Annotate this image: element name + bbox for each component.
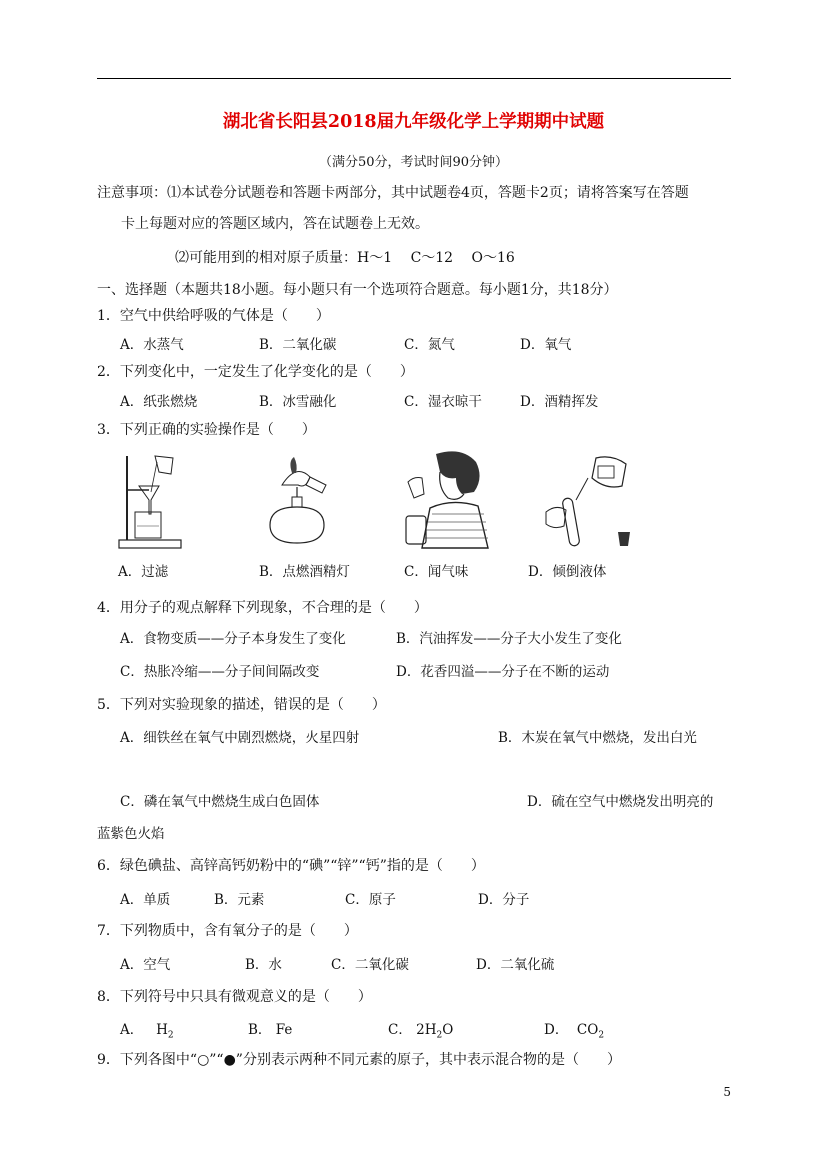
q8-option-c-tail: O: [442, 1022, 454, 1038]
q5-option-d-continued: 蓝紫色火焰: [97, 826, 165, 842]
q8-option-d-label: D．: [544, 1022, 569, 1038]
q5-option-c: C．磷在氧气中燃烧生成白色固体: [120, 794, 320, 810]
q4-stem: 4．用分子的观点解释下列现象，不合理的是（ ）: [97, 600, 428, 616]
q6-option-c: C．原子: [345, 892, 396, 908]
q1-stem: 1．空气中供给呼吸的气体是（ ）: [97, 308, 330, 324]
q8-option-b-label: B．: [248, 1022, 272, 1038]
q2-option-a: A．纸张燃烧: [120, 394, 198, 410]
q7-option-d: D．二氧化硫: [476, 957, 555, 973]
q8-option-b-formula: Fe: [275, 1022, 293, 1038]
q1-option-a: A．水蒸气: [120, 337, 184, 353]
q3-option-c: C．闻气味: [404, 564, 469, 580]
q9-stem: 9．下列各图中“○”“●”分别表示两种不同元素的原子，其中表示混合物的是（ ）: [97, 1052, 621, 1068]
q2-option-d: D．酒精挥发: [520, 394, 599, 410]
filtration-figure: [115, 452, 185, 552]
pouring-liquid-figure: [540, 452, 640, 552]
page-subtitle: （满分50分，考试时间90分钟）: [318, 155, 509, 170]
notice-line-3: ⑵可能用到的相对原子质量：H～1 C～12 O～16: [175, 250, 515, 266]
q6-option-d: D．分子: [478, 892, 530, 908]
q6-stem: 6．绿色碘盐、高锌高钙奶粉中的“碘”“锌”“钙”指的是（ ）: [97, 858, 485, 874]
q7-option-b: B．水: [245, 957, 282, 973]
notice-line-1: 注意事项：⑴本试卷分试题卷和答题卡两部分，其中试题卷4页，答题卡2页；请将答案写在答题: [97, 185, 689, 201]
section-heading: 一、选择题（本题共18小题。每小题只有一个选项符合题意。每小题1分，共18分）: [97, 282, 618, 298]
alcohol-lamp-figure: [262, 455, 332, 550]
q8-option-b: [248, 1018, 292, 1038]
q7-stem: 7．下列物质中，含有氧分子的是（ ）: [97, 923, 358, 939]
q8-option-c-subscript: 2: [436, 1030, 443, 1041]
q8-stem: 8．下列符号中只具有微观意义的是（ ）: [97, 989, 372, 1005]
page-number: 5: [723, 1085, 731, 1099]
q4-option-a: A．食物变质——分子本身发生了变化: [120, 631, 346, 647]
q8-option-d: [544, 1018, 604, 1041]
notice-line-2: 卡上每题对应的答题区域内，答在试题卷上无效。: [121, 216, 429, 232]
q2-option-c: C．湿衣晾干: [404, 394, 482, 410]
q8-option-a-formula: H: [156, 1022, 168, 1038]
q8-option-a-subscript: 2: [167, 1030, 174, 1041]
page-title: 湖北省长阳县2018届九年级化学上学期期中试题: [222, 112, 605, 132]
q1-option-c: C．氮气: [404, 337, 455, 353]
smelling-gas-figure: [392, 448, 492, 552]
q8-option-c-label: C．: [388, 1022, 412, 1038]
q8-option-d-formula: CO: [576, 1022, 599, 1038]
q8-option-c: [388, 1018, 453, 1041]
q5-option-d: D．硫在空气中燃烧发出明亮的: [527, 794, 714, 810]
q4-option-d: D．花香四溢——分子在不断的运动: [396, 664, 610, 680]
q1-option-b: B．二氧化碳: [259, 337, 337, 353]
q8-option-d-subscript: 2: [598, 1030, 605, 1041]
header-rule: [97, 78, 731, 79]
q8-option-c-formula: 2H: [416, 1022, 437, 1038]
q8-option-a: [120, 1018, 174, 1041]
q3-option-a: A．过滤: [118, 564, 169, 580]
q5-option-b: B．木炭在氧气中燃烧，发出白光: [498, 730, 697, 746]
q3-option-d: D．倾倒液体: [528, 564, 607, 580]
q3-stem: 3．下列正确的实验操作是（ ）: [97, 422, 316, 438]
q2-option-b: B．冰雪融化: [259, 394, 337, 410]
q2-stem: 2．下列变化中，一定发生了化学变化的是（ ）: [97, 364, 414, 380]
q6-option-a: A．单质: [120, 892, 171, 908]
q5-option-a: A．细铁丝在氧气中剧烈燃烧，火星四射: [120, 730, 360, 746]
q7-option-c: C．二氧化碳: [331, 957, 409, 973]
q6-option-b: B．元素: [214, 892, 265, 908]
q4-option-c: C．热胀冷缩——分子间间隔改变: [120, 664, 320, 680]
q5-stem: 5．下列对实验现象的描述，错误的是（ ）: [97, 697, 386, 713]
q4-option-b: B．汽油挥发——分子大小发生了变化: [396, 631, 622, 647]
q7-option-a: A．空气: [120, 957, 171, 973]
q3-option-b: B．点燃酒精灯: [259, 564, 350, 580]
q1-option-d: D．氧气: [520, 337, 572, 353]
q8-option-a-label: A．: [120, 1022, 144, 1038]
